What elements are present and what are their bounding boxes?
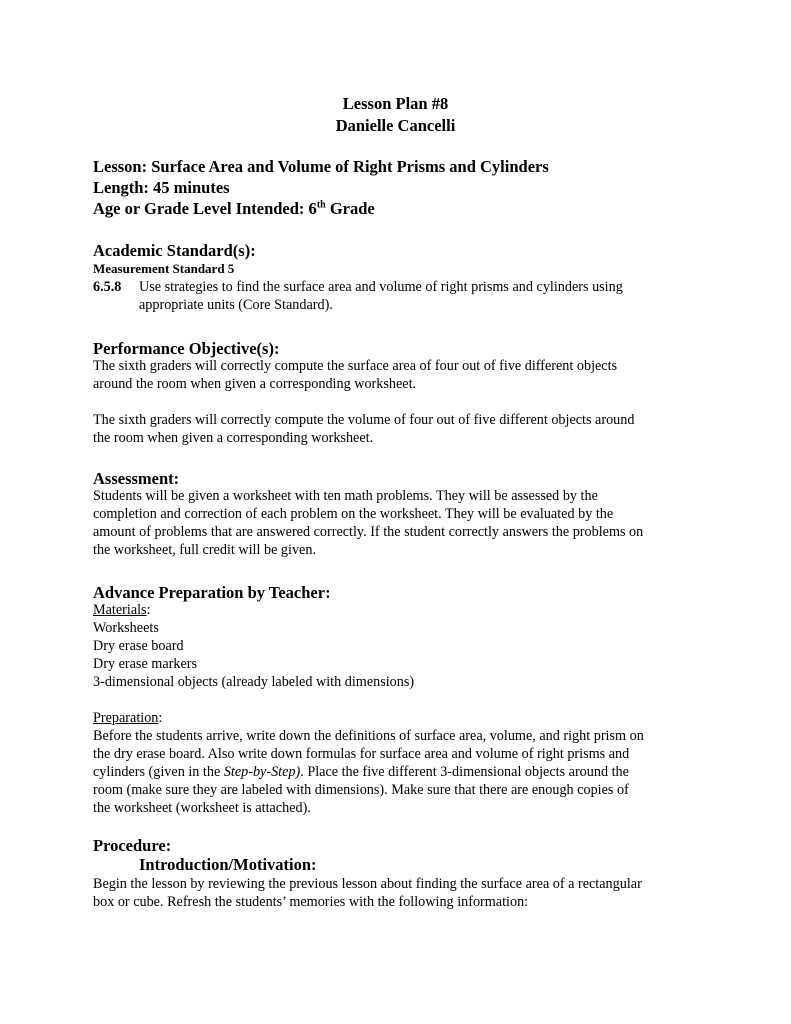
procedure-line: box or cube. Refresh the students’ memories with the following information: (93, 894, 529, 910)
objective-line: the room when given a corresponding worksheet. (93, 430, 374, 446)
materials-label: Materials: (93, 602, 151, 618)
assessment-paragraph (93, 487, 703, 559)
assessment-line: the worksheet, full credit will be given. (93, 542, 316, 558)
material-item: Dry erase board (93, 638, 184, 654)
preparation-line: the dry erase board. Also write down formulas for surface area and volume of right prisms and (93, 746, 630, 762)
grade-level-superscript: th (316, 199, 326, 211)
standard-number: 6.5.8 (93, 279, 122, 295)
preparation-line: the worksheet (worksheet is attached). (93, 800, 311, 816)
objective-line: The sixth graders will correctly compute the surface area of four out of five different objects (93, 358, 618, 374)
materials-label-text: Materials (93, 602, 147, 618)
objective-paragraph (93, 411, 703, 447)
standard-description (139, 278, 699, 314)
procedure-heading: Procedure: (93, 836, 172, 855)
advance-preparation-heading: Advance Preparation by Teacher: (93, 583, 331, 602)
lesson-title: Lesson: Surface Area and Volume of Right Prisms and Cylinders (93, 157, 549, 176)
preparation-label-text: Preparation (93, 710, 159, 726)
assessment-line: amount of problems that are answered correctly. If the student correctly answers the problems on (93, 524, 644, 540)
materials-list (93, 619, 703, 691)
procedure-paragraph (93, 875, 703, 911)
preparation-text: cylinders (given in the (93, 764, 224, 780)
objective-line: around the room when given a corresponding worksheet. (93, 376, 417, 392)
document-title: Lesson Plan #8 (342, 94, 449, 113)
measurement-standard-subheading: Measurement Standard 5 (93, 261, 235, 276)
preparation-line (93, 763, 703, 781)
preparation-label: Preparation: (93, 710, 163, 726)
academic-standards-heading: Academic Standard(s): (93, 241, 256, 260)
grade-level-prefix: Age or Grade Level Intended: 6 (93, 199, 317, 218)
standard-description-line: Use strategies to find the surface area and volume of right prisms and cylinders using (139, 279, 623, 295)
grade-level (93, 198, 703, 219)
material-item: Worksheets (93, 620, 159, 636)
preparation-line: Before the students arrive, write down the definitions of surface area, volume, and right prism on (93, 728, 644, 744)
step-by-step-reference: Step-by-Step) (223, 764, 301, 780)
procedure-line: Begin the lesson by reviewing the previous lesson about finding the surface area of a rectangular (93, 876, 642, 892)
author-name: Danielle Cancelli (335, 116, 456, 135)
performance-objectives-heading: Performance Objective(s): (93, 339, 280, 358)
objective-line: The sixth graders will correctly compute the volume of four out of five different objects around (93, 412, 635, 428)
assessment-line: Students will be given a worksheet with ten math problems. They will be assessed by the (93, 488, 598, 504)
material-item: Dry erase markers (93, 656, 197, 672)
grade-level-suffix: Grade (325, 199, 375, 218)
preparation-paragraph (93, 727, 703, 817)
assessment-heading: Assessment: (93, 469, 180, 488)
introduction-motivation-heading: Introduction/Motivation: (139, 855, 317, 874)
lesson-length: Length: 45 minutes (93, 178, 230, 197)
objective-paragraph (93, 357, 703, 393)
preparation-text: . Place the five different 3-dimensional objects around the (300, 764, 629, 780)
material-item: 3-dimensional objects (already labeled with dimensions) (93, 674, 415, 690)
preparation-line: room (make sure they are labeled with dimensions). Make sure that there are enough copies of (93, 782, 629, 798)
assessment-line: completion and correction of each problem on the worksheet. They will be evaluated by the (93, 506, 614, 522)
standard-description-line: appropriate units (Core Standard). (139, 297, 333, 313)
